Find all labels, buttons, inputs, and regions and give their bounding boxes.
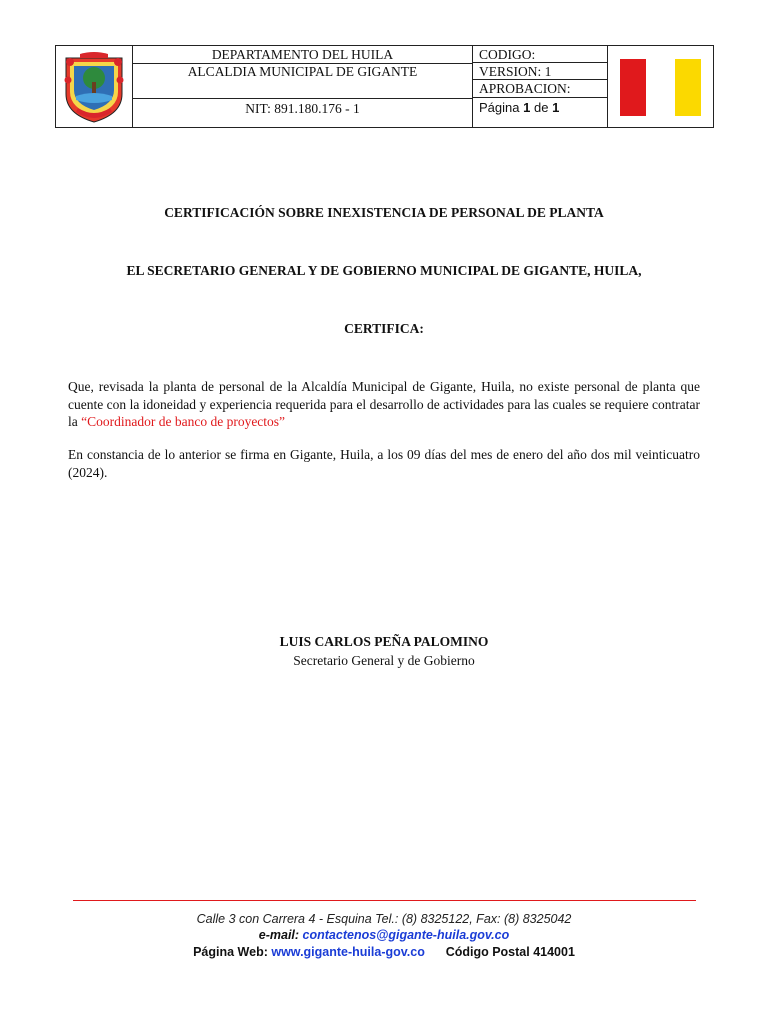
document-title: CERTIFICACIÓN SOBRE INEXISTENCIA DE PERSONAL DE PLANTA <box>164 205 604 220</box>
header-codes <box>473 46 608 127</box>
page-indicator <box>473 98 607 127</box>
page-total: 1 <box>552 100 560 115</box>
signer-role: Secretario General y de Gobierno <box>293 653 475 668</box>
position-name: “Coordinador de banco de proyectos” <box>81 414 286 429</box>
flag-cell <box>608 46 713 127</box>
postal-code: Código Postal 414001 <box>445 945 575 959</box>
certification-paragraph <box>68 378 700 431</box>
email-link[interactable]: contactenos@gigante-huila.gov.co <box>302 928 510 942</box>
version-label: VERSION: 1 <box>473 63 607 80</box>
codigo-label: CODIGO: <box>473 46 607 63</box>
flag-red-stripe <box>620 59 646 116</box>
page-of: de <box>533 100 549 115</box>
certifica-heading: CERTIFICA: <box>344 321 424 336</box>
municipality-name: ALCALDIA MUNICIPAL DE GIGANTE <box>133 63 472 99</box>
document-header <box>55 45 714 128</box>
issuer-heading: EL SECRETARIO GENERAL Y DE GOBIERNO MUNICIPAL DE GIGANTE, HUILA, <box>126 263 642 278</box>
closing-paragraph: En constancia de lo anterior se firma en Gigante, Huila, a los 09 días del mes de enero del año dos mil veinticuatro (2024). <box>68 447 700 480</box>
department-name: DEPARTAMENTO DEL HUILA <box>133 46 472 64</box>
header-middle <box>133 46 473 127</box>
paragraph-text: Que, revisada la planta de personal de la Alcaldía Municipal de Gigante, Huila, no existe personal de planta que cuente con la idoneidad y experiencia requerida para el desarrollo de actividades para las cuales se requiere contratar la <box>68 379 700 429</box>
web-label: Página Web: <box>193 945 268 959</box>
footer-email-line <box>0 927 768 943</box>
page-label: Página <box>479 100 520 115</box>
signer-name: LUIS CARLOS PEÑA PALOMINO <box>279 634 489 649</box>
footer-web-line <box>0 944 768 960</box>
footer-divider <box>73 900 696 901</box>
aprobacion-label: APROBACION: <box>473 80 607 98</box>
email-label: e-mail: <box>258 928 300 942</box>
nit-number: NIT: 891.180.176 - 1 <box>245 101 360 116</box>
footer-address: Calle 3 con Carrera 4 - Esquina Tel.: (8) 8325122, Fax: (8) 8325042 <box>196 912 572 926</box>
web-link[interactable]: www.gigante-huila-gov.co <box>271 945 425 959</box>
flag-yellow-stripe <box>675 59 701 116</box>
page-number: 1 <box>523 100 531 115</box>
logo-cell <box>56 46 133 127</box>
coat-of-arms-icon <box>60 50 128 124</box>
